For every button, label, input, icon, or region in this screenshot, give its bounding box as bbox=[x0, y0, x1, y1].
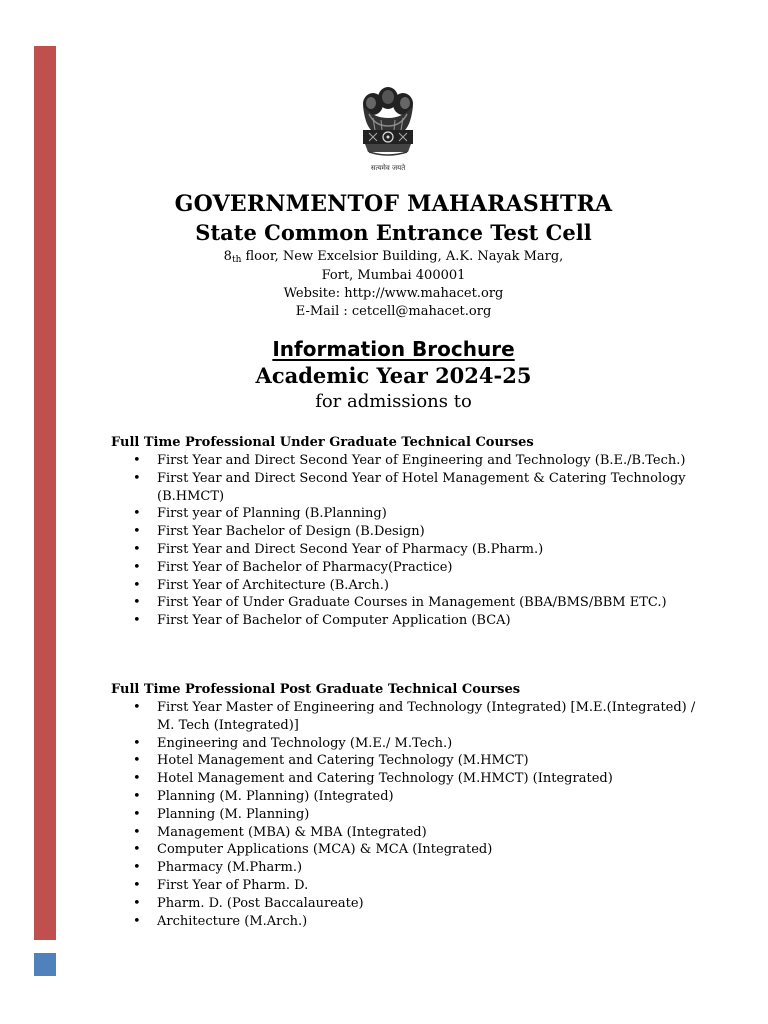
course-name: Pharmacy (M.Pharm.) bbox=[157, 860, 303, 876]
academic-year: Academic Year 2024-25 bbox=[255, 363, 532, 388]
course-list-item bbox=[111, 895, 711, 913]
admissions-line: for admissions to bbox=[315, 391, 472, 412]
address-line-1 bbox=[56, 248, 731, 267]
ug-courses-section bbox=[111, 434, 711, 630]
bullet-icon: • bbox=[133, 877, 141, 893]
bullet-icon: • bbox=[133, 453, 141, 468]
course-list-item bbox=[111, 859, 711, 877]
course-list-item bbox=[111, 559, 711, 577]
bullet-icon: • bbox=[133, 771, 141, 787]
bullet-icon: • bbox=[133, 806, 141, 822]
decorative-side-bar bbox=[34, 46, 56, 940]
bullet-icon: • bbox=[133, 595, 141, 611]
course-list-item bbox=[111, 541, 711, 559]
course-name: Management (MBA) & MBA (Integrated) bbox=[157, 824, 427, 840]
course-name: First Year Master of Engineering and Technology (Integrated) [M.E.(Integrated) / M. Tech (Integrated)] bbox=[157, 700, 696, 733]
course-list-item bbox=[111, 470, 711, 506]
cell-title: State Common Entrance Test Cell bbox=[195, 220, 592, 245]
brochure-title-block bbox=[56, 336, 731, 414]
course-list-item bbox=[111, 735, 711, 753]
course-list-item bbox=[111, 788, 711, 806]
course-name: First Year and Direct Second Year of Pharmacy (B.Pharm.) bbox=[157, 541, 544, 557]
course-list-item bbox=[111, 505, 711, 523]
brochure-title: Information Brochure bbox=[272, 337, 515, 361]
course-list-item bbox=[111, 877, 711, 895]
course-name: Planning (M. Planning) bbox=[157, 806, 310, 822]
government-title: GOVERNMENTOF MAHARASHTRA bbox=[174, 191, 613, 217]
ug-section-heading: Full Time Professional Under Graduate Technical Courses bbox=[111, 435, 534, 450]
course-list-item bbox=[111, 824, 711, 842]
course-list-item bbox=[111, 452, 711, 470]
course-name: First Year and Direct Second Year of Hotel Management & Catering Technology (B.HMCT) bbox=[157, 470, 686, 504]
website-line: Website: http://www.mahacet.org bbox=[283, 286, 504, 301]
bullet-icon: • bbox=[133, 700, 141, 715]
course-list-item bbox=[111, 577, 711, 595]
course-name: First Year of Bachelor of Pharmacy(Practice) bbox=[157, 559, 453, 575]
bullet-icon: • bbox=[133, 913, 141, 929]
bullet-icon: • bbox=[133, 470, 141, 486]
bullet-icon: • bbox=[133, 577, 141, 593]
course-list-item bbox=[111, 770, 711, 788]
course-name: First Year of Pharm. D. bbox=[157, 877, 309, 893]
decorative-corner-square bbox=[34, 953, 56, 976]
pg-section-heading: Full Time Professional Post Graduate Technical Courses bbox=[111, 682, 521, 697]
course-name: First year of Planning (B.Planning) bbox=[157, 506, 387, 522]
bullet-icon: • bbox=[133, 788, 141, 804]
course-list-item bbox=[111, 752, 711, 770]
course-name: First Year and Direct Second Year of Engineering and Technology (B.E./B.Tech.) bbox=[157, 453, 686, 468]
course-list-item bbox=[111, 594, 711, 612]
state-emblem-icon bbox=[355, 84, 421, 176]
bullet-icon: • bbox=[133, 753, 141, 769]
bullet-icon: • bbox=[133, 842, 141, 858]
bullet-icon: • bbox=[133, 735, 141, 751]
document-header bbox=[56, 188, 731, 321]
course-list-item bbox=[111, 806, 711, 824]
pg-courses-section bbox=[111, 681, 711, 930]
course-name: Architecture (M.Arch.) bbox=[157, 913, 308, 929]
bullet-icon: • bbox=[133, 613, 141, 629]
bullet-icon: • bbox=[133, 541, 141, 557]
bullet-icon: • bbox=[133, 524, 141, 540]
address-floor-suffix: th bbox=[231, 255, 242, 265]
bullet-icon: • bbox=[133, 506, 141, 522]
course-list-item bbox=[111, 523, 711, 541]
course-list-item bbox=[111, 841, 711, 859]
ug-course-list bbox=[111, 452, 711, 630]
course-name: First Year of Architecture (B.Arch.) bbox=[157, 577, 389, 593]
course-name: Planning (M. Planning) (Integrated) bbox=[157, 788, 394, 804]
course-name: Computer Applications (MCA) & MCA (Integrated) bbox=[157, 842, 493, 858]
course-list-item bbox=[111, 699, 711, 735]
bullet-icon: • bbox=[133, 824, 141, 840]
address-floor-number: 8 bbox=[223, 249, 232, 264]
course-name: First Year of Bachelor of Computer Application (BCA) bbox=[157, 613, 511, 629]
bullet-icon: • bbox=[133, 860, 141, 876]
emblem-caption: सत्यमेव जयते bbox=[370, 164, 406, 172]
course-list-item bbox=[111, 612, 711, 630]
course-list-item bbox=[111, 913, 711, 931]
pg-course-list bbox=[111, 699, 711, 930]
course-name: Pharm. D. (Post Baccalaureate) bbox=[157, 895, 364, 911]
course-name: Engineering and Technology (M.E./ M.Tech.) bbox=[157, 735, 453, 751]
address-line-1-text: floor, New Excelsior Building, A.K. Nayak Marg, bbox=[241, 249, 564, 264]
email-line: E-Mail : cetcell@mahacet.org bbox=[295, 304, 492, 319]
bullet-icon: • bbox=[133, 895, 141, 911]
course-name: Hotel Management and Catering Technology (M.HMCT) bbox=[157, 753, 529, 769]
address-line-2: Fort, Mumbai 400001 bbox=[321, 268, 466, 283]
bullet-icon: • bbox=[133, 559, 141, 575]
course-name: First Year of Under Graduate Courses in Management (BBA/BMS/BBM ETC.) bbox=[157, 595, 667, 611]
course-name: First Year Bachelor of Design (B.Design) bbox=[157, 524, 425, 540]
course-name: Hotel Management and Catering Technology (M.HMCT) (Integrated) bbox=[157, 771, 613, 787]
